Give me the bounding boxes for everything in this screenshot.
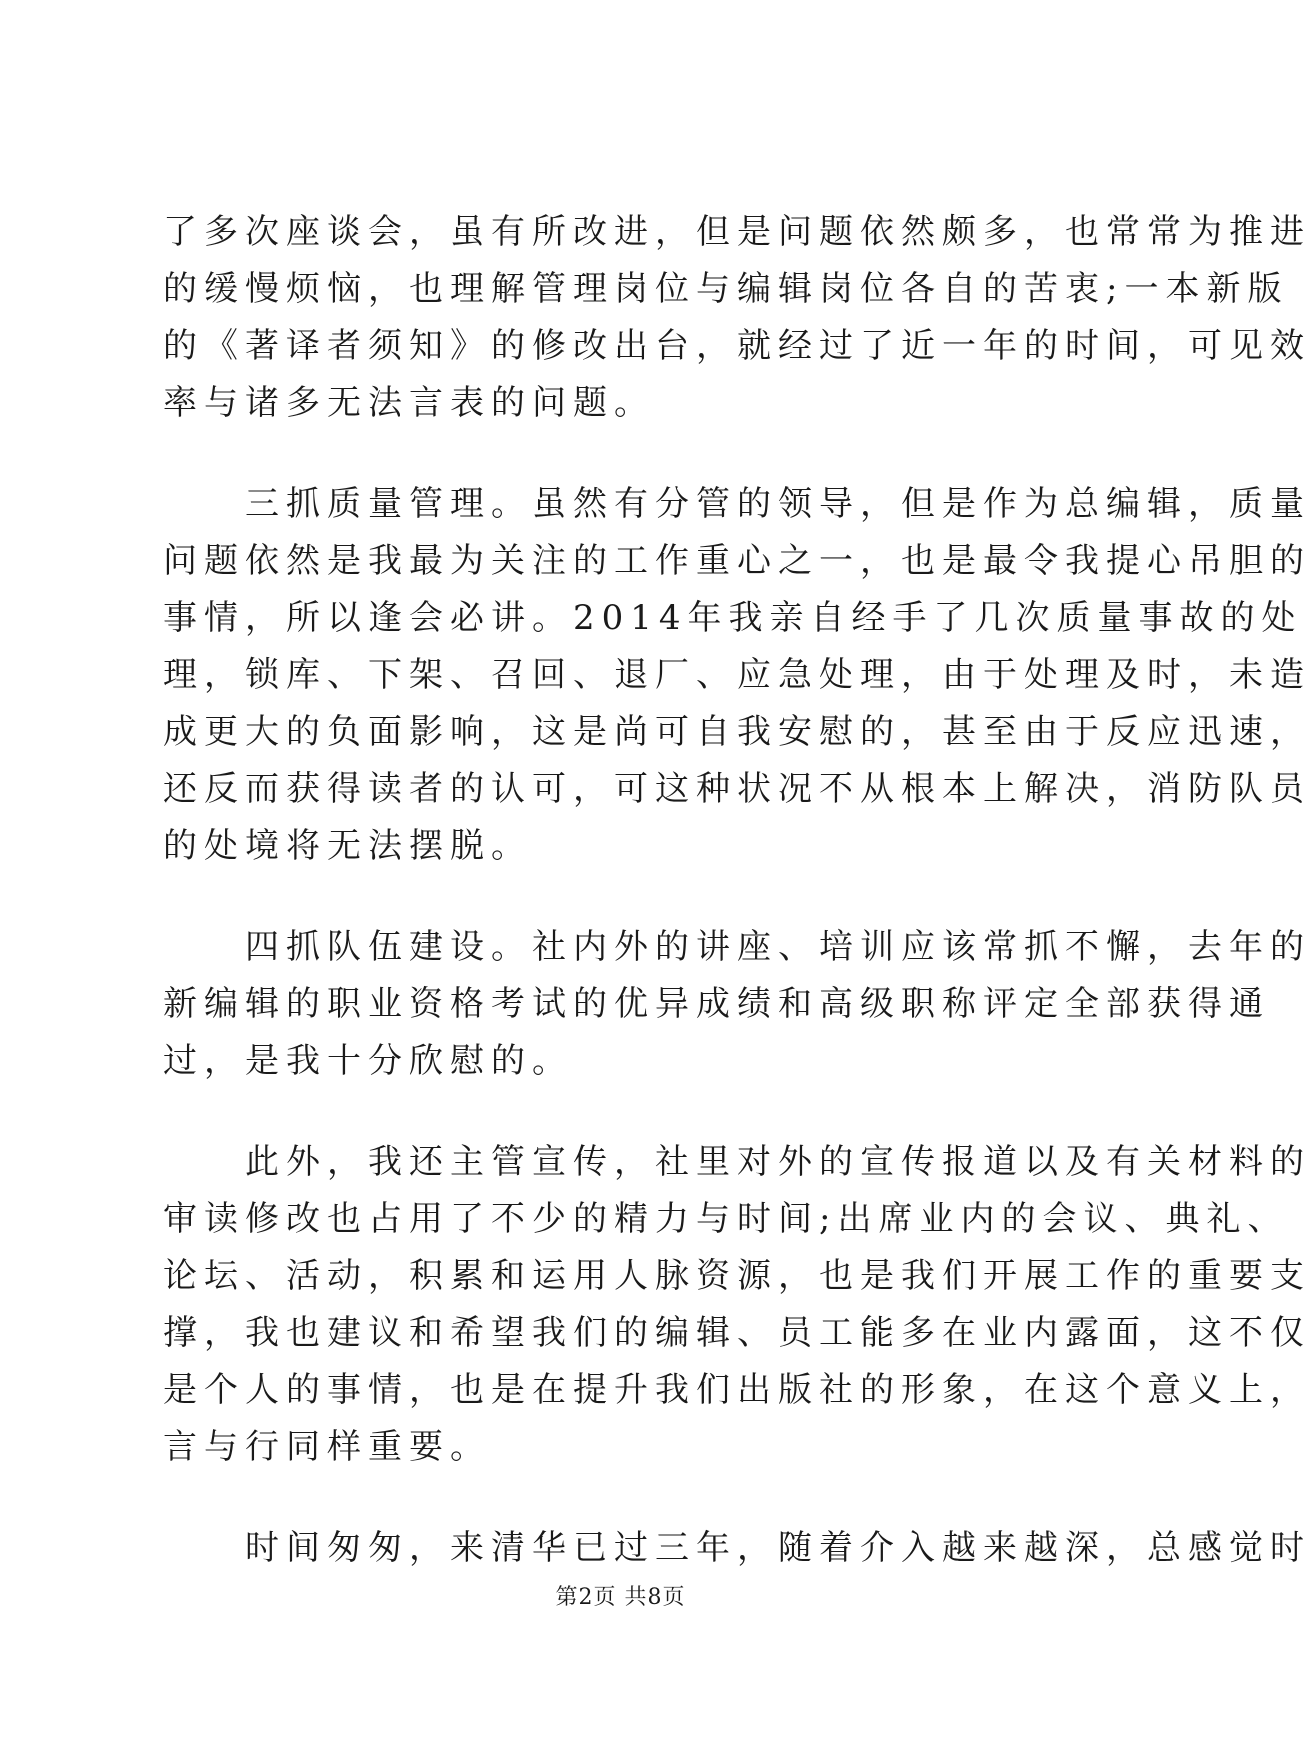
- text-line: 事情，所以逢会必讲。2014年我亲自经手了几次质量事故的处: [163, 598, 1303, 638]
- text-line: 理，锁库、下架、召回、退厂、应急处理，由于处理及时，未造: [163, 655, 1311, 695]
- text-line: 的《著译者须知》的修改出台，就经过了近一年的时间，可见效: [163, 326, 1311, 366]
- text-line: 论坛、活动，积累和运用人脉资源，也是我们开展工作的重要支: [163, 1256, 1311, 1296]
- page-footer: 第2页 共8页: [555, 1585, 686, 1610]
- text-line: 过，是我十分欣慰的。: [163, 1041, 573, 1081]
- text-line: 撑，我也建议和希望我们的编辑、员工能多在业内露面，这不仅: [163, 1313, 1311, 1353]
- text-line: 了多次座谈会，虽有所改进，但是问题依然颇多，也常常为推进: [163, 212, 1311, 252]
- text-line: 三抓质量管理。虽然有分管的领导，但是作为总编辑，质量: [163, 484, 1311, 524]
- text-line: 还反而获得读者的认可，可这种状况不从根本上解决，消防队员: [163, 769, 1311, 809]
- text-line: 率与诸多无法言表的问题。: [163, 383, 655, 423]
- text-line: 此外，我还主管宣传，社里对外的宣传报道以及有关材料的: [163, 1142, 1311, 1182]
- text-line: 四抓队伍建设。社内外的讲座、培训应该常抓不懈，去年的: [163, 927, 1311, 967]
- text-line: 时间匆匆，来清华已过三年，随着介入越来越深，总感觉时: [163, 1528, 1311, 1568]
- text-line: 新编辑的职业资格考试的优异成绩和高级职称评定全部获得通: [163, 984, 1270, 1024]
- text-line: 言与行同样重要。: [163, 1427, 491, 1467]
- text-line: 审读修改也占用了不少的精力与时间;出席业内的会议、典礼、: [163, 1199, 1289, 1239]
- text-line: 成更大的负面影响，这是尚可自我安慰的，甚至由于反应迅速，: [163, 712, 1311, 752]
- text-line: 的处境将无法摆脱。: [163, 826, 532, 866]
- text-line: 的缓慢烦恼，也理解管理岗位与编辑岗位各自的苦衷;一本新版: [163, 269, 1289, 309]
- text-line: 是个人的事情，也是在提升我们出版社的形象，在这个意义上，: [163, 1370, 1311, 1410]
- text-line: 问题依然是我最为关注的工作重心之一，也是最令我提心吊胆的: [163, 541, 1311, 581]
